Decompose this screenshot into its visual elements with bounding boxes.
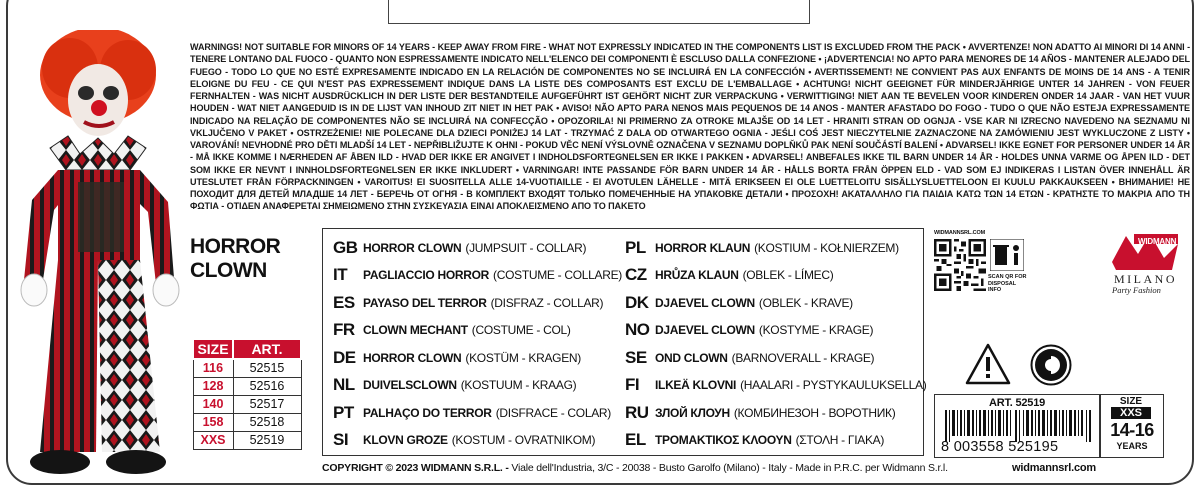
translation-name: HORROR CLOWN [363,350,462,365]
translation-desc: (ΣΤΟΛΗ - ΓΙΑΚΑ) [795,433,885,448]
language-code: RU [625,402,649,422]
translation-name: DJAEVEL CLOWN [655,323,755,338]
product-title [190,235,280,283]
translation-desc: (DISFRAZ - COLLAR) [490,295,604,310]
art-cell: 52518 [233,413,301,431]
translations-right-column [625,234,926,454]
website-link[interactable]: widmannsrl.com [1012,462,1096,474]
translation-desc: (KOSTUM - OVRATNIKOM) [451,433,596,448]
language-code: GB [333,237,358,257]
translation-row [333,427,622,455]
size-cell: 140 [193,395,233,413]
translation-row [333,344,622,372]
translation-desc: (HAALARI - PYSTYKAULUKSELLA) [740,378,927,393]
translation-row [625,372,926,400]
translation-desc: (OBLEK - LÍMEC) [742,268,834,283]
logo-brand: WIDMANN [1138,237,1177,246]
translation-row [333,317,622,345]
art-column-header: ART. [233,339,301,359]
age-unit: YEARS [1116,441,1148,451]
safety-warnings-text: WARNINGS! NOT SUITABLE FOR MINORS OF 14 YEARS - KEEP AWAY FROM FIRE - WHAT NOT EXPRESSLY INDICATED IN THE COMPONENTS LIST IS EXCLUDED FROM THE PACK • AVVERTENZE! NON ADATTO AI MINORI DI 14 ANNI - TENERE LONTANO DAL FUOCO - QUANTO NON ESPRESSAMENTE INDICATO NELL'ELENCO DEI COMPONENTI È ESCLUSO DALLA CONFEZIONE • ¡ADVERTENCIA! NO APTO PARA MENORES DE 14 AÑOS - MANTENER ALEJADO DEL FUEGO - TODO LO QUE NO ESTÉ EXPRESAMENTE INDICADO EN LA RELACIÓN DE COMPONENTES NO SE INCLUIRÁ EN LA CONFECCIÓN • AVERTISSEMENT! NE CONVIENT PAS AUX ENFANTS DE MOINS DE 14 ANS - A TENIR ELOIGNE DU FEU - CE QUI N'EST PAS EXPRESSEMENT INDIQUE DANS LA LISTE DES COMPOSANTS EST EXCLU DE L'EMBALLAGE • ACHTUNG! NICHT GEEIGNET FÜR MINDERJÄHRIGE UNTER 14 JAHREN - VON FEUER FERNHALTEN - WAS NICHT AUSDRÜCKLICH IN DER LISTE DER BESTANDTEILE AUFGEFÜHRT IST GEHÖRT NICHT ZUR VERPACKUNG • VERWITTIGING! NIET AAN TE BEVELEN VOOR KINDEREN ONDER 14 JAAR - VAN HET VUUR HOUDEN - WAT NIET AANGEDUID IS IN DE LIJST VAN INHOUD ZIT NIET IN HET PAK • AVISO! NÃO APTO PARA NENOS MAIS PEQUENOS DE 14 ANOS - MANTER AFASTADO DO FOGO - TUDO O QUE NÃO ESTEJA EXPRESSAMENTE INDICADO NA RELAÇÃO DE COMPONENTES NÃO SE INCLUIRÁ NA CONFECÇÃO • OPOZORILA! NI PRIMERNO ZA OTROKE MLAJŠE OD 14 LET - HRANITI STRAN OD OGNJA - VSE KAR NI IZRECNO NAVEDENO NA SEZNAMU NI VKLJUČENO V PAKET • OSTRZEŻENIE! NIE POLECANE DLA DZIECI PONIŻEJ 14 LAT - TRZYMAĆ Z DALA OD OTWARTEGO OGNIA - JEŚLI COŚ JEST NIECZYTELNIE ZAZNACZONE NA ZAMÓWIENIU JEST WYKLUCZONE Z LISTY • VAROVÁNÍ! NEVHODNÉ PRO DĚTI MLADŠÍ 14 LET - NEPŘIBLIŽUJTE K OHNI - POKUD VĚC NENÍ VÝSLOVNĚ OZNAČENA V SEZNAMU DOPLŇKŮ PAK NENÍ SOUČÁSTÍ BALENÍ • ADVARSEL! IKKE EGNET FOR PERSONER UNDER 14 ÅR - MÅ IKKE KOMME I NÆRHEDEN AF ÅBEN ILD - HVAD DER IKKE ER ANGIVET I INDHOLDSFORTEGNELSEN ER IKKE I PAKKEN • ADVARSEL! ANBEFALES IKKE TIL BARN UNDER 14 ÅR - HOLDES UNNA VARME OG ÅPEN ILD - DET SOM IKKE ER NEVNT I INNHOLDSFORTEGNELSEN ER IKKE INKLUDERT • VARNINGAR! INTE PASSANDE FÖR BARN UNDER 14 ÅR - HÅLLS BORTA FRÅN ÖPPEN ELD - VAD SOM EJ INDIKERAS I LISTAN ÖVER INNEHÅLL ÄR UTESLUTET FRÅN FÖRPACKNINGEN • VAROITUS! EI SUOSITELLA ALLE 14-VUOTIAILLE - EI AVOTULEN LÄHELLE - MITÄ ERIKSEEN EI OLE LUETTELOITU SISÄLLYSLUETTELOON EI KUULU PAKKAUKSEEN • ВНИМАНИЕ! НЕ ПОХОДИТ ДЛЯ ДЕТЕЙ МЛАДШЕ 14 ЛЕТ - БЕРЕЧЬ ОТ ОГНЯ - В КОМПЛЕКТ ВХОДЯТ ТОЛЬКО ПОМЕЧЕННЫЕ НА УПАКОВКЕ ДЕТАЛИ • ΠΡΟΣΟΧΗ! ΑΚΑΤΑΛΛΗΛΟ ΓΙΑ ΠΑΙΔΙΑ ΚΑΤΩ ΤΩΝ 14 ΕΤΩΝ - ΚΡΑΤΗΣΤΕ ΤΟ ΜΑΚΡΙΑ ΑΠΟ ΤΗ ΦΩΤΙΑ - ΟΤΙΔΕΝ ΑΝΑΦΕΡΕΤΑΙ ΣΗΜΕΙΩΜΕΝΟ ΣΤΗΝ ΣΥΣΚΕΥΑΣΙΑ ΕΙΝΑΙ ΑΠΟΚΛΕΙΣΜΕΝΟ ΑΠΟ ΤΟ ΠΑΚΕΤΟ [190,42,1190,212]
size-cell: 116 [193,359,233,377]
size-column-header: SIZE [193,339,233,359]
translation-name: OND CLOWN [655,350,728,365]
size-label: SIZE [1119,396,1143,407]
scan-qr-text: SCAN QR FOR DISPOSAL INFO [988,274,1027,293]
qr-label: WIDMANNSRL.COM [934,230,986,236]
trash-bin-icon [990,239,1024,271]
size-cell: XXS [193,431,233,449]
translation-name: HORROR KLAUN [655,240,751,255]
translation-row [333,234,622,262]
translation-name: PAYASO DEL TERROR [363,295,487,310]
size-value: XXS [1111,407,1151,419]
translation-row [625,234,926,262]
logo-city: MILANO [1114,272,1177,286]
art-cell: 52517 [233,395,301,413]
language-code: NO [625,320,650,340]
ean-number: 8 003558 525195 [941,439,1059,455]
translation-desc: (OBLEK - KRAVE) [758,295,853,310]
copyright-company: COPYRIGHT © 2023 WIDMANN S.R.L. - [322,462,509,474]
article-number: ART. 52519 [988,397,1046,409]
translation-name: CLOWN MECHANT [363,323,468,338]
language-code: IT [333,265,348,285]
translation-name: ILKEÄ KLOVNI [655,378,737,393]
translation-desc: (КОМБИНЕЗОН - ВОРОТНИК) [733,405,896,420]
size-cell: 158 [193,413,233,431]
language-code: SE [625,347,647,367]
table-row [193,431,301,449]
language-code: PL [625,237,646,257]
translation-desc: (BARNOVERALL - KRAGE) [731,350,875,365]
translation-name: ΤΡΟΜΑΚΤΙΚΟΣ ΚΛΟΟΥΝ [655,433,792,448]
translation-desc: (KOSTUUM - KRAAG) [460,378,577,393]
barcode-box [934,394,1100,458]
top-window-box [388,0,810,24]
translation-name: DJAEVEL CLOWN [655,295,755,310]
translation-name: ЗЛОЙ КЛОУН [655,405,730,420]
translation-row [333,399,622,427]
translation-name: DUIVELSCLOWN [363,378,457,393]
translation-name: HORROR CLOWN [363,240,462,255]
size-cell: 128 [193,377,233,395]
product-title-line1: HORROR [190,235,281,258]
language-code: EL [625,430,646,450]
table-row [193,413,301,431]
art-cell: 52515 [233,359,301,377]
costume-illustration [10,30,188,478]
widmann-logo [1102,232,1182,294]
language-code: ES [333,292,355,312]
age-range: 14-16 [1110,420,1154,440]
table-row [193,395,301,413]
translations-box [322,228,927,456]
qr-disposal-area [934,230,1026,292]
language-code: CZ [625,265,647,285]
logo-tagline: Party Fashion [1112,285,1161,295]
copyright-address: Viale dell'Industria, 3/C - 20038 - Busto Garolfo (Milano) - Italy - Made in P.R.C. per Widmann S.r.l. [508,462,948,474]
translation-desc: (KOSTIUM - KOŁNIERZEM) [754,240,899,255]
art-cell: 52516 [233,377,301,395]
qr-code-icon[interactable] [934,239,986,291]
product-title-line2: CLOWN [190,259,267,282]
language-code: NL [333,375,355,395]
translation-row [625,427,926,455]
translation-name: PALHAÇO DO TERROR [363,405,492,420]
translation-desc: (COSTUME - COL) [471,323,571,338]
translation-row [333,372,622,400]
size-age-box [1100,394,1164,458]
language-code: SI [333,430,349,450]
translation-row [625,399,926,427]
translations-left-column [333,234,622,454]
language-code: DE [333,347,356,367]
barcode-icon [945,410,1091,442]
language-code: FR [333,320,355,340]
language-code: DK [625,292,649,312]
language-code: FI [625,375,640,395]
green-dot-recycle-icon [1030,344,1072,386]
translation-desc: (DISFRACE - COLAR) [495,405,611,420]
translation-row [625,317,926,345]
translation-name: PAGLIACCIO HORROR [363,268,490,283]
translation-row [333,289,622,317]
translation-desc: (KOSTÜM - KRAGEN) [465,350,581,365]
translation-name: KLOVN GROZE [363,433,448,448]
translation-desc: (KOSTYME - KRAGE) [758,323,874,338]
translation-row [625,289,926,317]
translation-name: HRŮZA KLAUN [655,268,739,283]
table-row [193,359,301,377]
table-row [193,377,301,395]
copyright-line [322,462,948,474]
warning-triangle-icon [965,343,1011,385]
translation-row [625,262,926,290]
translation-row [625,344,926,372]
size-article-table [192,338,302,450]
art-cell: 52519 [233,431,301,449]
translation-row [333,262,622,290]
translation-desc: (COSTUME - COLLARE) [493,268,622,283]
language-code: PT [333,402,354,422]
translation-desc: (JUMPSUIT - COLLAR) [465,240,587,255]
